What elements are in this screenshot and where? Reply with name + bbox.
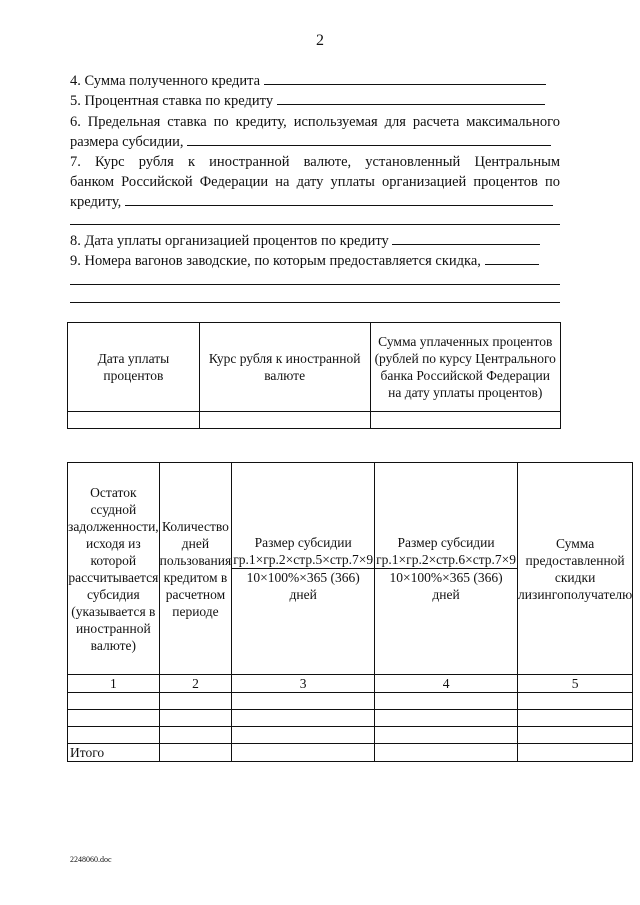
document-filename: 2248060.doc — [70, 855, 112, 864]
header-payment-date: Дата уплаты процентов — [68, 323, 200, 412]
field-interest-rate-label: 5. Процентная ставка по кредиту — [70, 93, 274, 109]
field-interest-rate-line[interactable] — [277, 90, 545, 105]
table-cell[interactable] — [375, 744, 518, 762]
header-subsidy-b — [375, 463, 518, 675]
table-cell[interactable] — [232, 727, 375, 744]
table-cell[interactable] — [232, 693, 375, 710]
table-cell[interactable] — [68, 412, 200, 429]
field-interest-rate — [70, 90, 560, 111]
subsidy-b-numerator: гр.1×гр.2×стр.6×стр.7×9 — [376, 552, 517, 567]
column-number: 1 — [68, 675, 160, 693]
header-interest-paid: Сумма уплаченных процентов (рублей по курсу Центрального банка Российской Федерации на дату уплаты процентов) — [370, 323, 560, 412]
field-payment-date — [70, 230, 560, 251]
field-wagon-numbers — [70, 250, 560, 271]
table-row — [68, 710, 633, 727]
table-cell[interactable] — [199, 412, 370, 429]
total-label: Итого — [68, 744, 160, 762]
header-loan-days: Количество дней пользования кредитом в расчетном периоде — [159, 463, 232, 675]
table-row — [68, 693, 633, 710]
field-exchange-rate-line[interactable] — [125, 191, 553, 206]
page-number: 2 — [316, 32, 324, 49]
table-cell[interactable] — [375, 727, 518, 744]
header-exchange-rate: Курс рубля к иностранной валюте — [199, 323, 370, 412]
table-cell[interactable] — [518, 744, 633, 762]
field-max-rate-line[interactable] — [187, 131, 551, 146]
table-cell[interactable] — [518, 727, 633, 744]
table-cell[interactable] — [370, 412, 560, 429]
header-subsidy-a — [232, 463, 375, 675]
table-cell[interactable] — [232, 744, 375, 762]
subsidy-a-denominator: 10×100%×365 (366) дней — [246, 570, 360, 602]
table-cell[interactable] — [375, 710, 518, 727]
table-cell[interactable] — [159, 710, 232, 727]
subsidy-a-label: Размер субсидии — [254, 535, 352, 550]
column-number: 4 — [375, 675, 518, 693]
interest-payments-table — [67, 322, 561, 429]
table-cell[interactable] — [68, 727, 160, 744]
subsidy-b-label: Размер субсидии — [397, 535, 495, 550]
table-cell[interactable] — [159, 727, 232, 744]
field-exchange-rate-extra-line[interactable] — [70, 224, 560, 225]
column-number-row — [68, 675, 633, 693]
table-cell[interactable] — [68, 710, 160, 727]
field-exchange-rate — [70, 191, 560, 212]
table-cell[interactable] — [159, 693, 232, 710]
field-exchange-rate-line1: 7. Курс рубля к иностранной валюте, установленный Центральным — [70, 154, 560, 170]
field-payment-date-line[interactable] — [392, 230, 540, 245]
header-loan-balance: Остаток ссудной задолженности, исходя из которой рассчитывается субсидия (указывается в иностранной валюте) — [68, 463, 160, 675]
subsidy-b-denominator: 10×100%×365 (366) дней — [389, 570, 503, 602]
field-loan-amount-label: 4. Сумма полученного кредита — [70, 73, 261, 89]
table-row — [68, 727, 633, 744]
field-max-rate-label: размера субсидии, — [70, 134, 184, 150]
subsidy-a-numerator: гр.1×гр.2×стр.5×стр.7×9 — [233, 552, 374, 567]
field-wagon-numbers-label: 9. Номера вагонов заводские, по которым предоставляется скидка, — [70, 253, 481, 269]
field-loan-amount — [70, 70, 560, 91]
table-cell[interactable] — [232, 710, 375, 727]
table-cell[interactable] — [159, 744, 232, 762]
field-max-rate-line1: 6. Предельная ставка по кредиту, используемая для расчета максимального — [70, 114, 560, 130]
field-wagon-numbers-line3[interactable] — [70, 302, 560, 303]
subsidy-formula-a — [232, 534, 374, 603]
subsidy-formula-b — [375, 534, 517, 603]
field-loan-amount-line[interactable] — [264, 70, 546, 85]
column-number: 2 — [159, 675, 232, 693]
column-number: 5 — [518, 675, 633, 693]
field-exchange-rate-line2: банком Российской Федерации на дату уплаты организацией процентов по — [70, 174, 560, 190]
total-row — [68, 744, 633, 762]
table-row — [68, 412, 561, 429]
table-cell[interactable] — [518, 693, 633, 710]
column-number: 3 — [232, 675, 375, 693]
field-payment-date-label: 8. Дата уплаты организацией процентов по кредиту — [70, 233, 389, 249]
field-exchange-rate-label: кредиту, — [70, 194, 122, 210]
subsidy-table — [67, 462, 633, 762]
field-wagon-numbers-line2[interactable] — [70, 284, 560, 285]
table-cell[interactable] — [518, 710, 633, 727]
table-cell[interactable] — [375, 693, 518, 710]
field-wagon-numbers-line[interactable] — [485, 250, 539, 265]
table-cell[interactable] — [68, 693, 160, 710]
field-max-rate — [70, 131, 560, 152]
header-discount: Сумма предоставленной скидки лизингополучателю — [518, 463, 633, 675]
